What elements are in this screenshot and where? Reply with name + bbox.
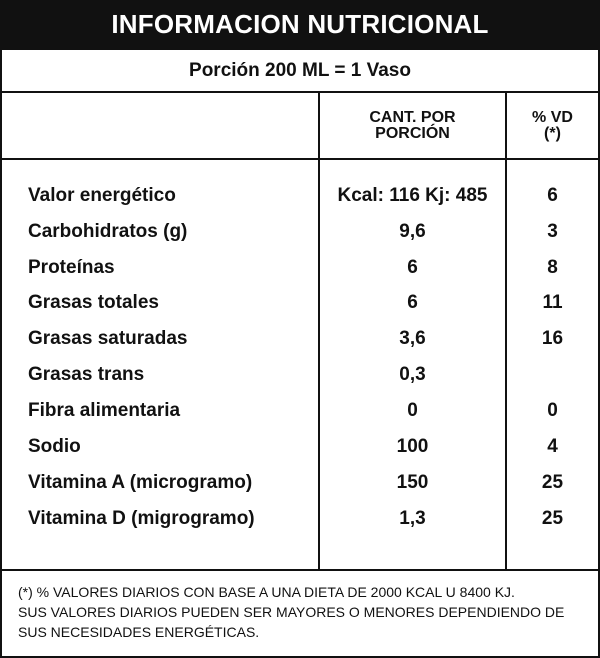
nutrient-vd: 25 bbox=[541, 472, 564, 493]
nutrient-amount: 6 bbox=[407, 257, 418, 278]
amount-header-line2: PORCIÓN bbox=[375, 125, 450, 142]
nutrient-row bbox=[2, 357, 598, 393]
nutrient-vd: 3 bbox=[547, 221, 558, 242]
nutrient-name: Fibra alimentaria bbox=[28, 400, 181, 421]
amount-column-header bbox=[320, 110, 505, 142]
nutrient-name: Vitamina A (microgramo) bbox=[28, 472, 253, 493]
nutrient-vd: 25 bbox=[541, 508, 564, 529]
nutrient-amount: 0 bbox=[407, 400, 418, 421]
nutrient-vd: 6 bbox=[547, 185, 558, 206]
nutrient-name: Proteínas bbox=[28, 257, 115, 278]
nutrient-name: Grasas saturadas bbox=[28, 328, 188, 349]
nutrient-vd: 11 bbox=[542, 292, 563, 313]
footnote-line: SUS VALORES DIARIOS PUEDEN SER MAYORES O MENORES DEPENDIENDO DE bbox=[18, 604, 565, 620]
nutrient-row bbox=[2, 321, 598, 357]
nutrient-name: Grasas totales bbox=[28, 292, 159, 313]
nutrient-name: Carbohidratos (g) bbox=[28, 221, 188, 242]
vd-header-line1: % VD bbox=[532, 109, 573, 126]
footnote bbox=[18, 582, 588, 642]
nutrient-row bbox=[2, 178, 598, 214]
nutrient-row bbox=[2, 393, 598, 429]
nutrient-amount: 6 bbox=[407, 292, 418, 313]
label-title: INFORMACION NUTRICIONAL bbox=[2, 2, 598, 50]
nutrient-name: Sodio bbox=[28, 436, 81, 457]
nutrient-row bbox=[2, 285, 598, 321]
nutrient-amount: 9,6 bbox=[399, 221, 426, 242]
nutrient-amount: Kcal: 116 Kj: 485 bbox=[337, 185, 488, 206]
amount-header-line1: CANT. POR bbox=[369, 109, 456, 126]
vd-header-line2: (*) bbox=[544, 125, 561, 142]
nutrient-name: Valor energético bbox=[28, 185, 176, 206]
nutrient-amount: 150 bbox=[396, 472, 429, 493]
nutrient-row bbox=[2, 501, 598, 537]
nutrient-row bbox=[2, 214, 598, 250]
footnote-line: (*) % VALORES DIARIOS CON BASE A UNA DIETA DE 2000 KCAL U 8400 KJ. bbox=[18, 584, 515, 600]
nutrient-name: Grasas trans bbox=[28, 364, 145, 385]
nutrient-vd: 16 bbox=[541, 328, 564, 349]
nutrient-row bbox=[2, 250, 598, 286]
nutrient-row bbox=[2, 429, 598, 465]
nutrient-vd: 0 bbox=[547, 400, 558, 421]
nutrient-vd: 4 bbox=[547, 436, 558, 457]
nutrient-amount: 100 bbox=[396, 436, 429, 457]
nutrient-amount: 3,6 bbox=[399, 328, 426, 349]
vd-column-header bbox=[507, 110, 598, 142]
portion-size: Porción 200 ML = 1 Vaso bbox=[2, 50, 598, 93]
nutrient-amount: 1,3 bbox=[399, 508, 426, 529]
footnote-line: SUS NECESIDADES ENERGÉTICAS. bbox=[18, 624, 260, 640]
footnote-divider bbox=[2, 569, 598, 571]
nutrient-vd: 8 bbox=[547, 257, 558, 278]
nutrient-amount: 0,3 bbox=[399, 364, 426, 385]
nutrient-name: Vitamina D (migrogramo) bbox=[28, 508, 255, 529]
header-divider bbox=[2, 158, 598, 160]
nutrient-row bbox=[2, 465, 598, 501]
